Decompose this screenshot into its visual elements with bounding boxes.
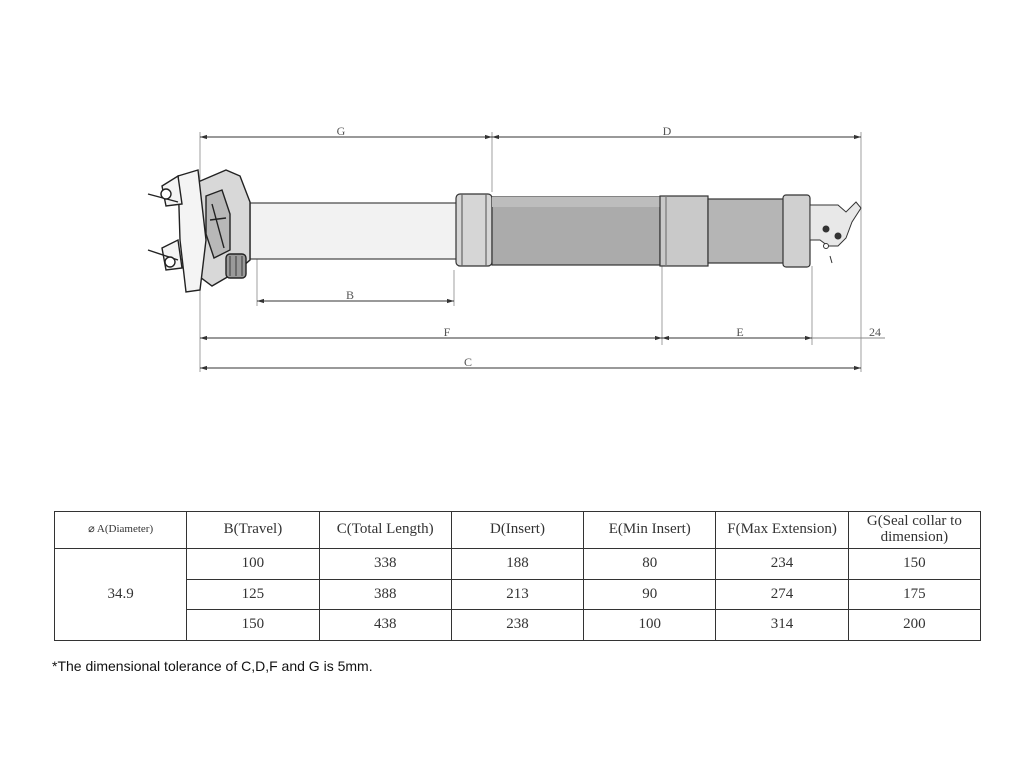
table-cell: 388 bbox=[319, 579, 451, 610]
table-cell: 438 bbox=[319, 610, 451, 641]
table-row bbox=[55, 610, 981, 641]
dim-label-d: D bbox=[662, 124, 672, 138]
dimension-spec-table bbox=[54, 511, 981, 641]
header-min-insert: E(Min Insert) bbox=[584, 512, 716, 549]
lower-body bbox=[708, 199, 784, 263]
outer-tube-band bbox=[660, 196, 708, 266]
header-insert: D(Insert) bbox=[451, 512, 583, 549]
table-cell: 90 bbox=[584, 579, 716, 610]
table-row bbox=[55, 579, 981, 610]
table-cell: 175 bbox=[848, 579, 980, 610]
saddle-clamp-head bbox=[148, 170, 250, 292]
dim-label-e: E bbox=[736, 325, 744, 339]
dim-label-c: C bbox=[463, 355, 473, 369]
tolerance-note: *The dimensional tolerance of C,D,F and G is 5mm. bbox=[52, 658, 373, 674]
table-cell: 238 bbox=[451, 610, 583, 641]
cell-diameter: 34.9 bbox=[55, 549, 187, 641]
table-cell: 314 bbox=[716, 610, 848, 641]
dim-label-b: B bbox=[345, 288, 355, 302]
dim-label-g: G bbox=[336, 124, 346, 138]
header-seal-collar: G(Seal collar to dimension) bbox=[848, 512, 980, 549]
header-travel: B(Travel) bbox=[187, 512, 319, 549]
table-header-row bbox=[55, 512, 981, 549]
dim-label-f: F bbox=[443, 325, 451, 339]
seatpost-illustration bbox=[250, 194, 861, 267]
table-cell: 150 bbox=[187, 610, 319, 641]
header-max-extension: F(Max Extension) bbox=[716, 512, 848, 549]
header-total-length: C(Total Length) bbox=[319, 512, 451, 549]
table-cell: 100 bbox=[584, 610, 716, 641]
table-cell: 338 bbox=[319, 549, 451, 580]
actuator-mechanism bbox=[810, 202, 861, 263]
table-cell: 80 bbox=[584, 549, 716, 580]
table-cell: 274 bbox=[716, 579, 848, 610]
bottom-collar bbox=[783, 195, 810, 267]
table-cell: 150 bbox=[848, 549, 980, 580]
outer-tube bbox=[492, 197, 660, 265]
table-cell: 234 bbox=[716, 549, 848, 580]
table-cell: 213 bbox=[451, 579, 583, 610]
dim-label-24: 24 bbox=[869, 325, 881, 339]
header-diameter: ⌀ A(Diameter) bbox=[55, 512, 187, 549]
table-row bbox=[55, 549, 981, 580]
stanchion-tube bbox=[250, 203, 458, 259]
table-cell: 100 bbox=[187, 549, 319, 580]
table-cell: 188 bbox=[451, 549, 583, 580]
table-cell: 125 bbox=[187, 579, 319, 610]
table-cell: 200 bbox=[848, 610, 980, 641]
